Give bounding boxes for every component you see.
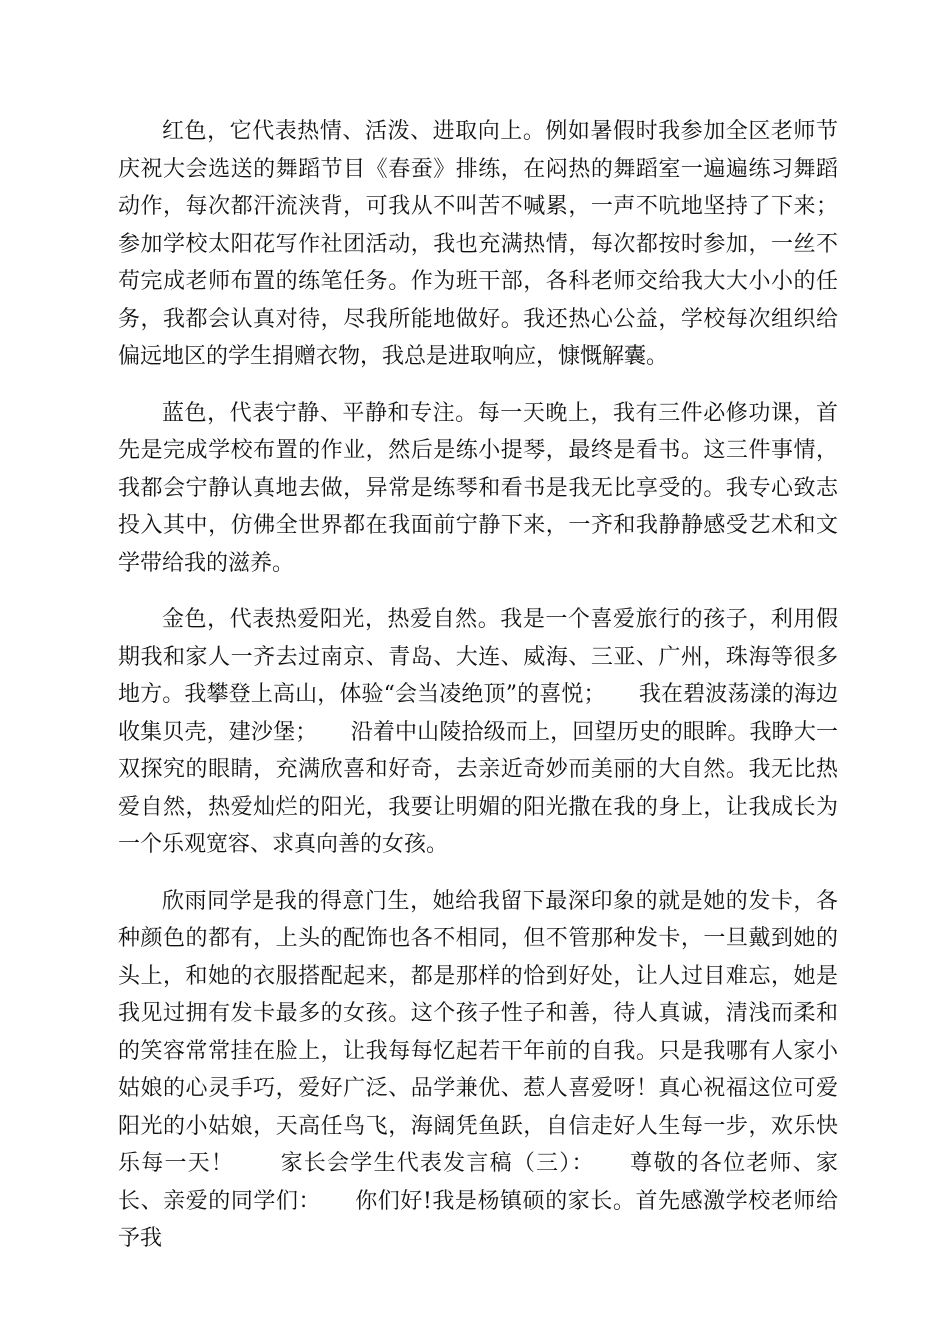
paragraph-blue: 蓝色，代表宁静、平静和专注。每一天晚上，我有三件必修功课，首先是完成学校布置的作业，然后是练小提琴，最终是看书。这三件事情，我都会宁静认真地去做，异常是练琴和看书是我无比享受的。我专心致志投入其中，仿佛全世界都在我面前宁静下来，一齐和我静静感受艺术和文学带给我的滋养。 bbox=[118, 400, 838, 576]
paragraph-red: 红色，它代表热情、活泼、进取向上。例如暑假时我参加全区老师节庆祝大会选送的舞蹈节目《春蚕》排练，在闷热的舞蹈室一遍遍练习舞蹈动作，每次都汗流浃背，可我从不叫苦不喊累，一声不吭地坚持了下来；参加学校太阳花写作社团活动，我也充满热情，每次都按时参加，一丝不苟完成老师布置的练笔任务。作为班干部，各科老师交给我大大小小的任务，我都会认真对待，尽我所能地做好。我还热心公益，学校每次组织给偏远地区的学生捐赠衣物，我总是进取响应，慷慨解囊。 bbox=[118, 119, 838, 369]
paragraph-xinyu: 欣雨同学是我的得意门生，她给我留下最深印象的就是她的发卡，各种颜色的都有，上头的配饰也各不相同，但不管那种发卡，一旦戴到她的头上，和她的衣服搭配起来，都是那样的恰到好处，让人过目难忘，她是我见过拥有发卡最多的女孩。这个孩子性子和善，待人真诚，清浅而柔和的笑容常常挂在脸上，让我每每忆起若干年前的自我。只是我哪有人家小姑娘的心灵手巧，爱好广泛、品学兼优、惹人喜爱呀！真心祝福这位可爱阳光的小姑娘，天高任鸟飞，海阔凭鱼跃，自信走好人生每一步，欢乐快乐每一天！ 家长会学生代表发言稿（三）： 尊敬的各位老师、家长、亲爱的同学们： 你们好!我是杨镇硕的家长。首先感激学校老师给予我 bbox=[118, 888, 838, 1251]
document-body bbox=[118, 113, 838, 1258]
paragraph-gold: 金色，代表热爱阳光，热爱自然。我是一个喜爱旅行的孩子，利用假期我和家人一齐去过南京、青岛、大连、威海、三亚、广州，珠海等很多地方。我攀登上高山，体验“会当凌绝顶”的喜悦； 我在碧波荡漾的海边收集贝壳，建沙堡； 沿着中山陵拾级而上，回望历史的眼眸。我睁大一双探究的眼睛，充满欣喜和好奇，去亲近奇妙而美丽的大自然。我无比热爱自然，热爱灿烂的阳光，我要让明媚的阳光撒在我的身上，让我成长为一个乐观宽容、求真向善的女孩。 bbox=[118, 607, 838, 857]
